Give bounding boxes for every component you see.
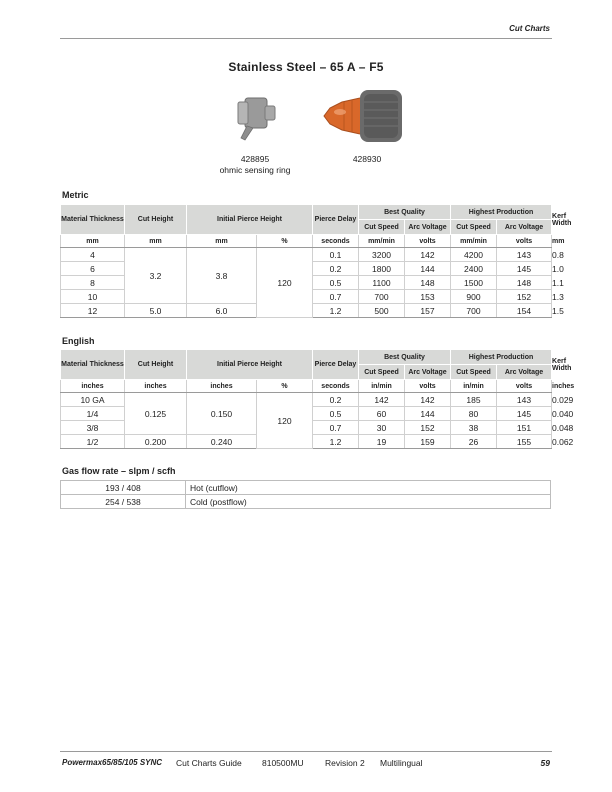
footer-revision: Revision 2 [325, 758, 365, 768]
units-row: mm mm mm % seconds mm/min volts mm/min volts mm [61, 235, 552, 248]
table-cell: % [257, 380, 313, 393]
table-cell: 142 [359, 393, 405, 407]
gas-flow-table [60, 480, 551, 509]
col-best-quality: Best Quality [359, 205, 451, 220]
table-cell: 10 [61, 290, 125, 304]
table-cell: 0.2 [313, 262, 359, 276]
table-cell: 0.1 [313, 248, 359, 262]
table-row: 1/4 0.5 60 144 80 145 0.040 [61, 407, 552, 421]
table-cell: 0.7 [313, 421, 359, 435]
page-number: 59 [540, 758, 550, 768]
table-header-row: Material Thickness Cut Height Initial Pierce Height Pierce Delay Best Quality Highest Production Kerf Width [61, 350, 552, 365]
col-cut-speed: Cut Speed [359, 365, 405, 380]
shield-cap-image [320, 86, 404, 150]
table-row: 4 3.2 3.8 120 0.1 3200 142 4200 143 0.8 [61, 248, 552, 262]
table-cell: 155 [497, 435, 552, 449]
table-cell: Cold (postflow) [186, 495, 551, 509]
table-cell: volts [405, 235, 451, 248]
table-cell: volts [405, 380, 451, 393]
table-cell: 142 [405, 248, 451, 262]
table-cell: 900 [451, 290, 497, 304]
table-cell: 3/8 [61, 421, 125, 435]
table-cell: in/min [451, 380, 497, 393]
section-title: Cut Charts [509, 24, 550, 33]
footer-guide: Cut Charts Guide [176, 758, 242, 768]
col-highest-production: Highest Production [451, 350, 552, 365]
col-cut-height: Cut Height [125, 205, 187, 235]
table-cell: 0.7 [313, 290, 359, 304]
table-cell: 148 [405, 276, 451, 290]
table-row: 10 0.7 700 153 900 152 1.3 [61, 290, 552, 304]
table-cell: 185 [451, 393, 497, 407]
table-cell: 159 [405, 435, 451, 449]
col-cut-height: Cut Height [125, 350, 187, 380]
table-cell: inches [125, 380, 187, 393]
table-cell: volts [497, 380, 552, 393]
table-cell: 1.2 [313, 304, 359, 318]
gas-flow-heading: Gas flow rate – slpm / scfh [62, 466, 176, 476]
footer-doc-number: 810500MU [262, 758, 304, 768]
table-cell: 148 [497, 276, 552, 290]
table-cell: 30 [359, 421, 405, 435]
table-cell: % [257, 235, 313, 248]
pierce-height-cell: 3.8 [187, 248, 257, 304]
table-cell: 26 [451, 435, 497, 449]
table-row: 8 0.5 1100 148 1500 148 1.1 [61, 276, 552, 290]
table-row: 3/8 0.7 30 152 38 151 0.048 [61, 421, 552, 435]
col-pierce-delay: Pierce Delay [313, 205, 359, 235]
header-rule [60, 38, 552, 39]
table-row [61, 481, 551, 495]
table-cell: 500 [359, 304, 405, 318]
table-cell: 19 [359, 435, 405, 449]
page-title: Stainless Steel – 65 A – F5 [228, 60, 384, 74]
table-cell: 1100 [359, 276, 405, 290]
table-cell: 1/4 [61, 407, 125, 421]
table-cell: 8 [61, 276, 125, 290]
table-cell: 1500 [451, 276, 497, 290]
table-cell: 145 [497, 407, 552, 421]
table-cell: 254 / 538 [61, 495, 186, 509]
table-cell: 142 [405, 393, 451, 407]
col-arc-voltage: Arc Voltage [405, 365, 451, 380]
table-cell: 153 [405, 290, 451, 304]
table-cell: 1/2 [61, 435, 125, 449]
col-arc-voltage: Arc Voltage [405, 220, 451, 235]
table-cell: 6.0 [187, 304, 257, 318]
col-best-quality: Best Quality [359, 350, 451, 365]
table-cell: mm/min [451, 235, 497, 248]
part-number: 428930 [352, 154, 382, 164]
col-initial-pierce-height: Initial Pierce Height [187, 205, 313, 235]
table-cell: 152 [405, 421, 451, 435]
table-cell: 144 [405, 262, 451, 276]
table-cell: seconds [313, 380, 359, 393]
english-heading: English [62, 336, 95, 346]
table-cell: 0.2 [313, 393, 359, 407]
footer-rule [60, 751, 552, 752]
part-label-shield [332, 154, 402, 165]
table-cell: 12 [61, 304, 125, 318]
col-material-thickness: Material Thickness [61, 205, 125, 235]
cut-height-cell: 0.125 [125, 393, 187, 435]
metric-heading: Metric [62, 190, 89, 200]
table-header-row: Material Thickness Cut Height Initial Pierce Height Pierce Delay Best Quality Highest Production Kerf Width [61, 205, 552, 220]
pierce-height-cell: 0.150 [187, 393, 257, 435]
cut-height-cell: 3.2 [125, 248, 187, 304]
col-arc-voltage: Arc Voltage [497, 220, 552, 235]
table-cell: 60 [359, 407, 405, 421]
col-material-thickness: Material Thickness [61, 350, 125, 380]
table-cell: 4200 [451, 248, 497, 262]
table-cell: in/min [359, 380, 405, 393]
col-cut-speed: Cut Speed [451, 365, 497, 380]
table-cell: 0.5 [313, 276, 359, 290]
col-cut-speed: Cut Speed [359, 220, 405, 235]
table-cell: 152 [497, 290, 552, 304]
table-cell: mm [187, 235, 257, 248]
col-arc-voltage: Arc Voltage [497, 365, 552, 380]
table-cell: 5.0 [125, 304, 187, 318]
col-cut-speed: Cut Speed [451, 220, 497, 235]
table-cell: 154 [497, 304, 552, 318]
table-cell: 4 [61, 248, 125, 262]
table-cell: 0.5 [313, 407, 359, 421]
table-cell: 0.240 [187, 435, 257, 449]
table-row [61, 495, 551, 509]
part-description: ohmic sensing ring [219, 165, 291, 175]
table-row: 10 GA 0.125 0.150 120 0.2 142 142 185 143 0.029 [61, 393, 552, 407]
table-cell: 1.2 [313, 435, 359, 449]
table-cell: 38 [451, 421, 497, 435]
table-cell: 80 [451, 407, 497, 421]
table-cell: 10 GA [61, 393, 125, 407]
english-table [60, 349, 575, 449]
table-cell: 145 [497, 262, 552, 276]
footer-product: Powermax65/85/105 SYNC [62, 758, 163, 767]
table-cell: 143 [497, 248, 552, 262]
table-row: 1/2 0.200 0.240 1.2 19 159 26 155 0.062 [61, 435, 552, 449]
table-cell: 0.200 [125, 435, 187, 449]
table-cell: mm/min [359, 235, 405, 248]
col-pierce-delay: Pierce Delay [313, 350, 359, 380]
part-number: 428895 [240, 154, 270, 164]
ohmic-ring-image [235, 88, 279, 146]
pierce-pct-cell: 120 [257, 248, 313, 318]
table-cell: 151 [497, 421, 552, 435]
pierce-pct-cell: 120 [257, 393, 313, 449]
units-row: inches inches inches % seconds in/min volts in/min volts inches [61, 380, 552, 393]
table-row: 6 0.2 1800 144 2400 145 1.0 [61, 262, 552, 276]
table-cell: volts [497, 235, 552, 248]
table-cell: Hot (cutflow) [186, 481, 551, 495]
table-cell: 144 [405, 407, 451, 421]
table-row: 12 5.0 6.0 1.2 500 157 700 154 1.5 [61, 304, 552, 318]
table-cell: 6 [61, 262, 125, 276]
metric-table [60, 204, 572, 318]
table-cell: seconds [313, 235, 359, 248]
table-cell: 2400 [451, 262, 497, 276]
table-cell: 3200 [359, 248, 405, 262]
table-cell: mm [61, 235, 125, 248]
part-label-ohmic-ring [214, 154, 296, 176]
col-highest-production: Highest Production [451, 205, 552, 220]
table-cell: 157 [405, 304, 451, 318]
footer-language: Multilingual [380, 758, 423, 768]
table-cell: 143 [497, 393, 552, 407]
col-initial-pierce-height: Initial Pierce Height [187, 350, 313, 380]
table-cell: inches [61, 380, 125, 393]
table-cell: 1800 [359, 262, 405, 276]
table-cell: 700 [451, 304, 497, 318]
table-cell: 700 [359, 290, 405, 304]
table-cell: 193 / 408 [61, 481, 186, 495]
table-cell: inches [187, 380, 257, 393]
table-cell: mm [125, 235, 187, 248]
